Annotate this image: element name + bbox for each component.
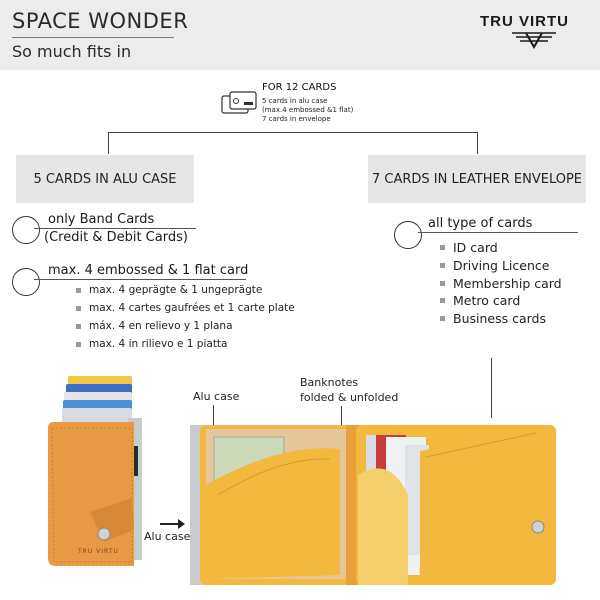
- list-item: max. 4 in rilievo e 1 piatta: [76, 338, 227, 350]
- summary-title: FOR 12 CARDS: [262, 82, 337, 93]
- tree-connector: [108, 132, 478, 133]
- list-item: Driving Licence: [440, 258, 549, 273]
- alu-case-callout: Alu case: [193, 390, 240, 403]
- cards-icon: [220, 90, 260, 118]
- banknotes-callout: Banknotes: [300, 376, 359, 389]
- open-wallet-image: [190, 415, 560, 587]
- tree-connector-left: [108, 132, 109, 154]
- option-underline: [34, 228, 196, 229]
- embossed-label: max. 4 embossed & 1 flat card: [48, 263, 249, 278]
- envelope-box-label: 7 CARDS IN LEATHER ENVELOPE: [371, 171, 583, 187]
- option-circle: [394, 221, 422, 249]
- summary-line: 7 cards in envelope: [262, 115, 331, 123]
- option-circle: [12, 268, 40, 296]
- band-cards-sublabel: (Credit & Debit Cards): [44, 230, 188, 245]
- list-item: Business cards: [440, 311, 546, 326]
- closed-wallet-image: [44, 370, 156, 570]
- option-underline: [34, 279, 246, 280]
- arrow-head-icon: [178, 519, 185, 529]
- alu-case-box-label: 5 CARDS IN ALU CASE: [33, 171, 177, 187]
- callout-line: [491, 358, 492, 418]
- alu-case-side-callout: Alu case: [144, 530, 191, 543]
- list-item: ID card: [440, 240, 498, 255]
- summary-line: (max.4 embossed &1 flat): [262, 106, 354, 114]
- page-subtitle: So much fits in: [12, 42, 132, 61]
- wallet-brand-mark: TRU VIRTU: [78, 548, 119, 555]
- banknotes-callout: folded & unfolded: [300, 391, 399, 404]
- option-underline: [418, 232, 578, 233]
- list-item: Membership card: [440, 276, 562, 291]
- list-item: max. 4 geprägte & 1 ungeprägte: [76, 284, 262, 296]
- band-cards-label: only Band Cards: [48, 212, 155, 227]
- all-cards-label: all type of cards: [428, 216, 533, 231]
- page-title: SPACE WONDER: [12, 9, 189, 33]
- summary-line: 5 cards in alu case: [262, 97, 328, 105]
- title-underline: [12, 37, 174, 38]
- arrow-right-icon: [160, 523, 180, 525]
- alu-case-box: [16, 155, 194, 203]
- list-item: Metro card: [440, 293, 520, 308]
- brand-name: TRU VIRTU: [480, 13, 569, 30]
- list-item: max. 4 cartes gaufrées et 1 carte plate: [76, 302, 295, 314]
- tree-connector-right: [477, 132, 478, 154]
- option-circle: [12, 216, 40, 244]
- envelope-box: [368, 155, 586, 203]
- brand-logo-icon: [512, 31, 556, 49]
- list-item: máx. 4 en relievo y 1 plana: [76, 320, 233, 332]
